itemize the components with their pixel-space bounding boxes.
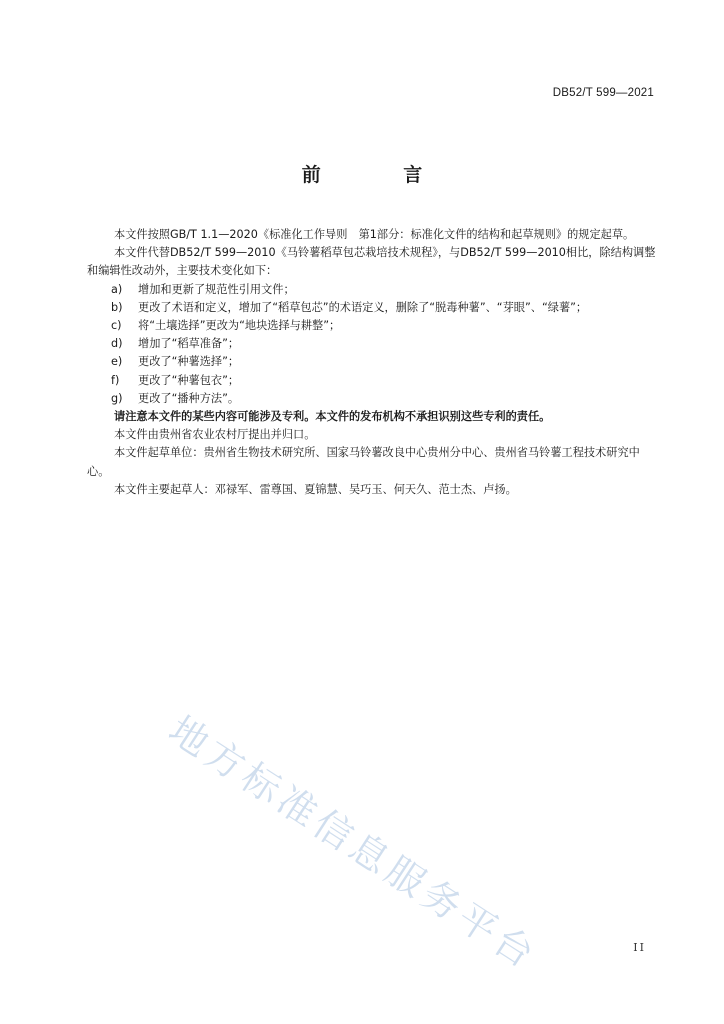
list-item	[87, 335, 659, 353]
list-text: 更改了术语和定义，增加了“稻草包芯”的术语定义，删除了“脱毒种薯”、“芽眼”、“绿薯”；	[138, 300, 588, 314]
list-item	[87, 317, 659, 335]
standard-code: DB52/T 599—2021	[552, 87, 654, 99]
page-number: II	[633, 941, 646, 954]
list-text: 更改了“种薯选择”；	[138, 355, 240, 369]
list-text: 更改了“播种方法”。	[138, 391, 240, 405]
list-item	[87, 372, 659, 390]
list-marker: a)	[111, 282, 123, 296]
list-item	[87, 299, 659, 317]
foreword-body	[87, 226, 659, 499]
patent-notice: 请注意本文件的某些内容可能涉及专利。本文件的发布机构不承担识别这些专利的责任。	[114, 410, 551, 424]
drafting-units-paragraph: 本文件起草单位：贵州省生物技术研究所、国家马铃薯改良中心贵州分中心、贵州省马铃薯工程技术研究中心。	[87, 446, 640, 478]
list-marker: d)	[111, 337, 123, 351]
list-text: 增加和更新了规范性引用文件；	[138, 282, 295, 296]
list-text: 增加了“稻草准备”；	[138, 337, 240, 351]
page-title: 前 言	[301, 164, 461, 186]
standard-basis-paragraph: 本文件按照GB/T 1.1—2020《标准化工作导则 第1部分：标准化文件的结构和起草规则》的规定起草。	[114, 228, 635, 241]
watermark-text: 地方标准信息服务平台	[161, 707, 546, 979]
list-marker: e)	[111, 355, 123, 369]
list-text: 将“土壤选择”更改为“地块选择与耕整”；	[138, 319, 341, 333]
list-marker: f)	[111, 373, 120, 387]
replacement-paragraph: 本文件代替DB52/T 599—2010《马铃薯稻草包芯栽培技术规程》，与DB52/T 599—2010相比，除结构调整和编辑性改动外，主要技术变化如下：	[87, 246, 656, 278]
list-item	[87, 353, 659, 371]
list-text: 更改了“种薯包衣”；	[138, 373, 240, 387]
list-marker: c)	[111, 319, 122, 333]
list-item	[87, 390, 659, 408]
list-item	[87, 281, 659, 299]
proposed-by-paragraph: 本文件由贵州省农业农村厅提出并归口。	[114, 428, 316, 442]
list-marker: b)	[111, 300, 123, 314]
drafters-paragraph: 本文件主要起草人：邓禄军、雷尊国、夏锦慧、吴巧玉、何天久、范士杰、卢扬。	[114, 482, 517, 496]
list-marker: g)	[111, 391, 123, 405]
